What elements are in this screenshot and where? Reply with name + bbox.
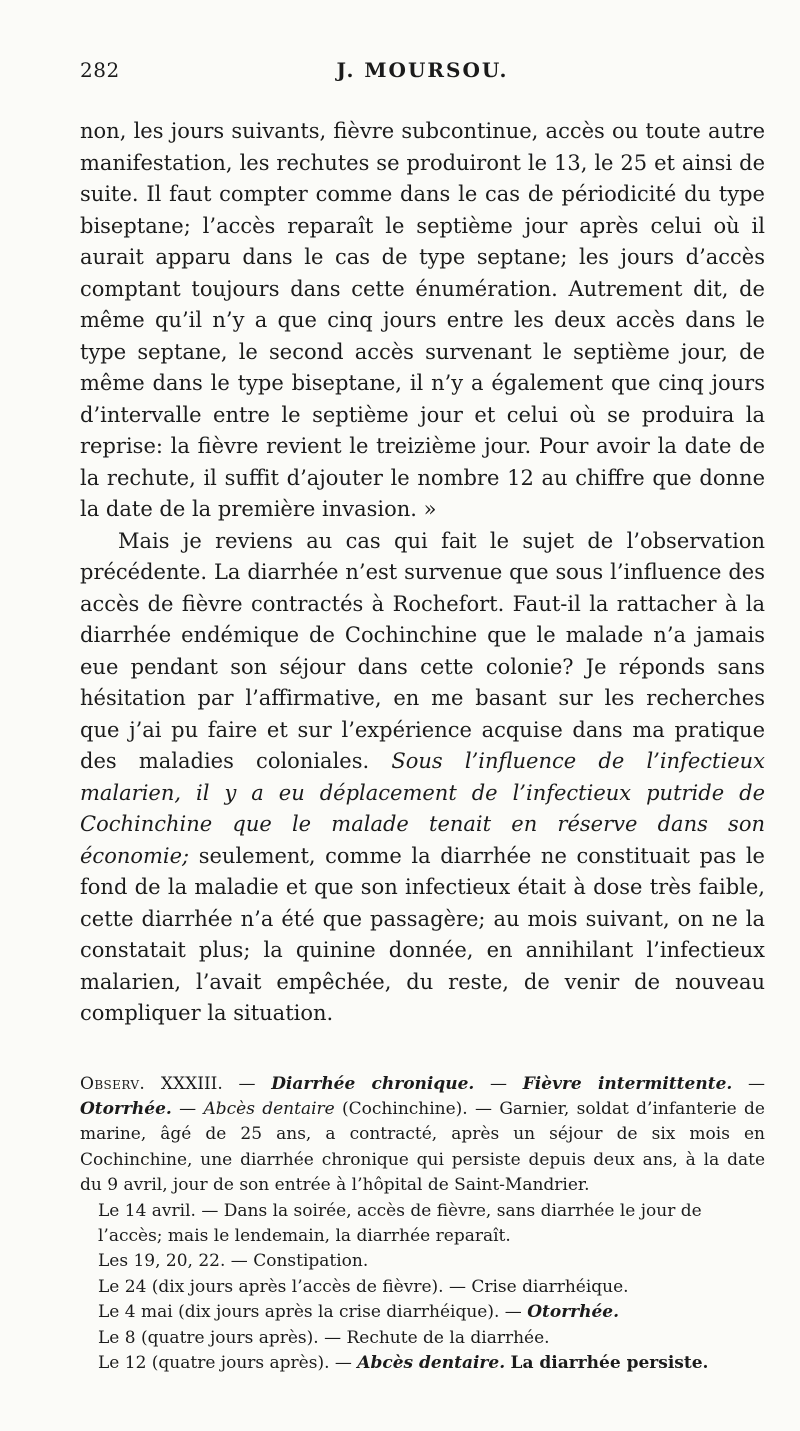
observation-entry-4-text: Le 4 mai (dix jours après la crise diarrhéique). — [98,1302,522,1323]
running-head: J. MOURSOU. [336,58,509,82]
page-header [80,58,765,94]
observation-label: Observ. [80,1073,146,1094]
observation-entry-1-text: Le 14 avril. — Dans la soirée, accès de fièvre, sans diarrhée le jour de l’accès; mais le lendemain, la diarrhée reparaît. [98,1200,702,1246]
observation-title-2: Fièvre intermittente. [522,1073,733,1094]
observation-entry-6-text: Le 12 (quatre jours après). — [98,1352,352,1373]
observation-title-1: Diarrhée chronique. [271,1073,475,1094]
observation-entry-2 [80,1249,765,1274]
page-number: 282 [80,58,120,82]
paragraph-1 [80,116,765,526]
observation-dash-4: — [179,1098,197,1119]
paragraph-1-text: non, les jours suivants, fièvre subcontinue, accès ou toute autre manifestation, les rechutes se produiront le 13, le 25 et ainsi de suite. Il faut compter comme dans le cas de périodicité du type biseptane; l’accès reparaît le septième jour après celui où il aurait apparu dans le cas de type septane; les jours d’accès comptant toujours dans cette énumération. Autrement dit, de même qu’il n’y a que cinq jours entre les deux accès dans le type septane, le second accès survenant le septième jour, de même dans le type biseptane, il n’y a également que cinq jours d’intervalle entre le septième jour et celui où se produira la reprise: la fièvre revient le treizième jour. Pour avoir la date de la rechute, il suffit d’ajouter le nombre 12 au chiffre que donne la date de la première invasion. » [80,119,765,521]
observation-body: Garnier, soldat d’infanterie de marine, âgé de 25 ans, a contracté, après un séjour de six mois en Cochinchine, une diarrhée chronique qui persiste depuis deux ans, à la date du 9 avril, jour de son entrée à l’hôpital de Saint-Mandrier. [80,1098,765,1196]
observation-entry-4 [80,1300,765,1325]
observation-entry-6-after: La diarrhée persiste. [510,1352,709,1373]
paragraph-2-text-after: seulement, comme la diarrhée ne constituait pas le fond de la maladie et que son infectieux était à dose très faible, cette diarrhée n’a été que passagère; au mois suivant, on ne la constatait plus; la quinine donnée, en annihilant l’infectieux malarien, l’avait empêchée, du reste, de venir de nouveau compliquer la situation. [80,843,765,1025]
observation-dash-3: — [748,1073,766,1094]
observation-number: XXXIII. [160,1073,223,1094]
observation-entry-6-italic: Abcès dentaire. [357,1352,506,1373]
observation-entry-5-text: Le 8 (quatre jours après). — Rechute de la diarrhée. [98,1327,550,1348]
main-text [80,116,765,1030]
section-gap [80,1030,765,1072]
observation-title-3: Otorrhée. [80,1098,172,1119]
observation-entry-4-italic: Otorrhée. [527,1302,620,1323]
observation-entry-3 [80,1275,765,1300]
observation-entry-5 [80,1326,765,1351]
observation-dash-1: — [238,1073,256,1094]
observation-entry-1 [80,1199,765,1250]
observation-entry-6 [80,1351,765,1376]
observation-block [80,1072,765,1377]
observation-entry-2-text: Les 19, 20, 22. — Constipation. [98,1251,369,1272]
observation-heading-paragraph [80,1072,765,1199]
observation-title-4: Abcès dentaire [203,1098,335,1119]
observation-dash-5: — [475,1098,493,1119]
paragraph-2-text-before: Mais je reviens au cas qui fait le sujet de l’observation précédente. La diarrhée n’est survenue que sous l’influence des accès de fièvre contractés à Rochefort. Faut-il la rattacher à la diarrhée endémique de Cochinchine que le malade n’a jamais eue pendant son séjour dans cette colonie? Je réponds sans hésitation par l’affirmative, en me basant sur les recherches que j’ai pu faire et sur l’expérience acquise dans ma pratique des maladies coloniales. [80,528,765,773]
paragraph-2-italic-text: Sous l’influence de l’infectieux malarien, il y a eu déplacement de l’infectieux putride de Cochinchine que le malade tenait en réserve dans son économie; [80,749,765,868]
observation-place: (Cochinchine). [342,1098,468,1119]
observation-entry-3-text: Le 24 (dix jours après l’accès de fièvre). — Crise diarrhéique. [98,1276,629,1297]
paragraph-2 [80,526,765,1030]
observation-dash-2: — [490,1073,508,1094]
page [80,58,765,1376]
